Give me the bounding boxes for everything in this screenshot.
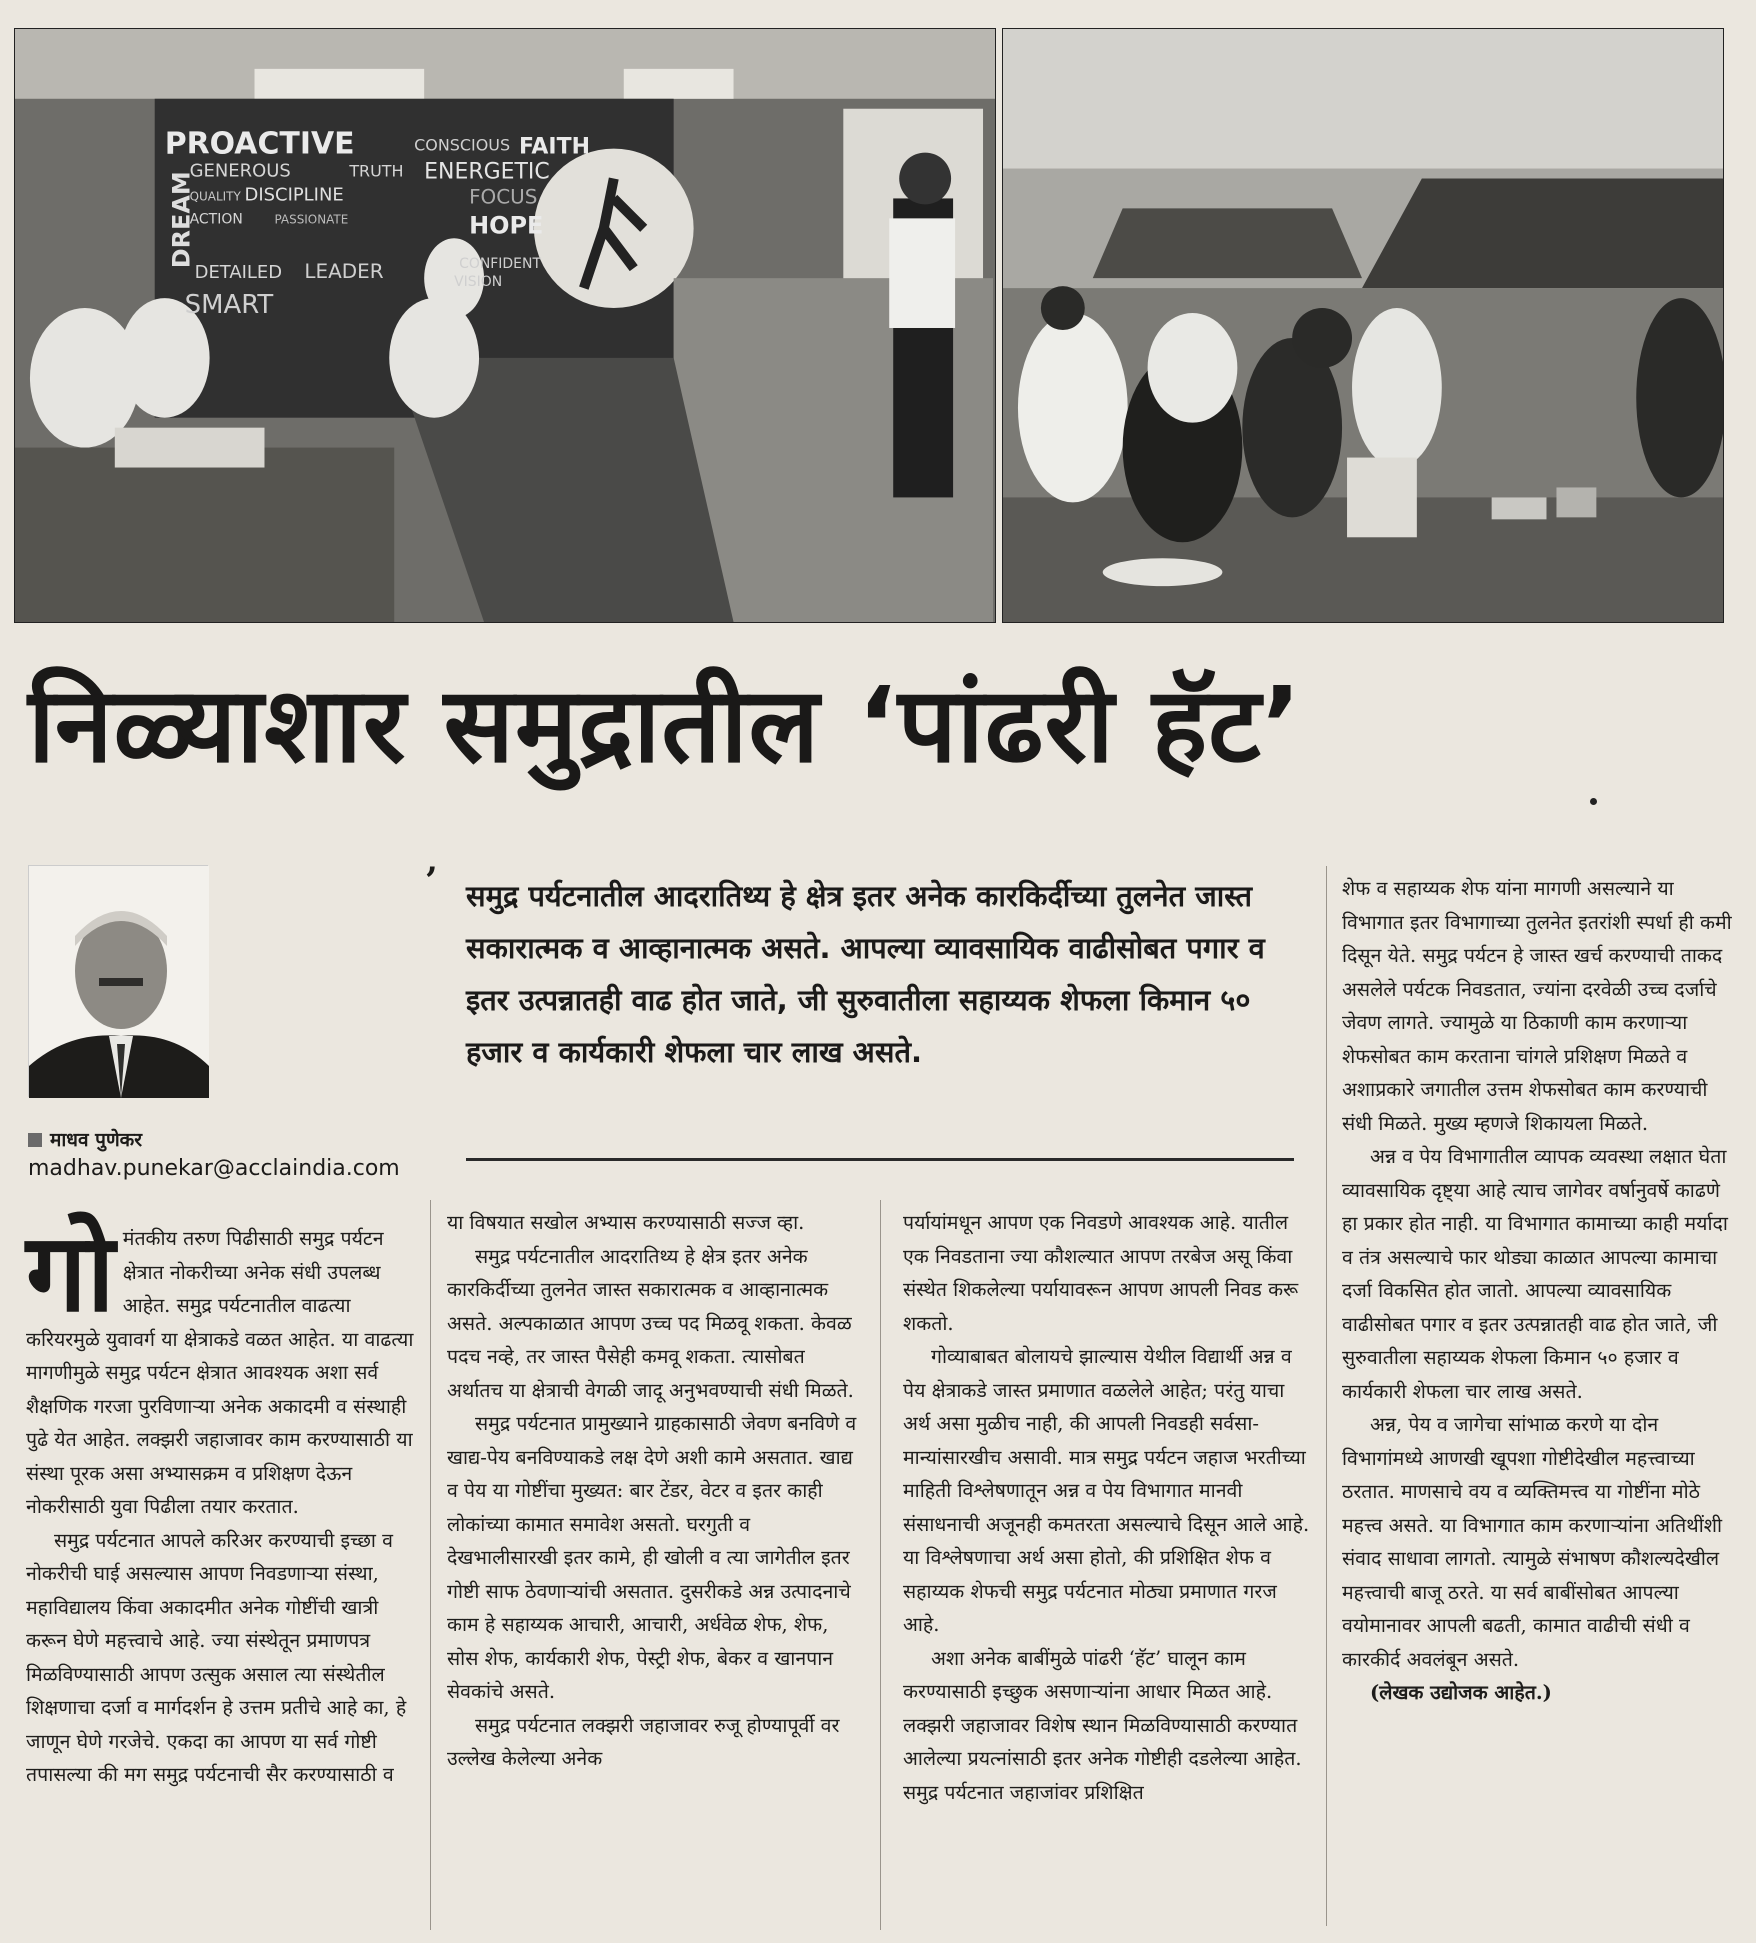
column-divider (430, 1200, 431, 1930)
wall-word-conscious: CONSCIOUS (414, 135, 511, 155)
paragraph: समुद्र पर्यटनात आपले करिअर करण्याची इच्छा व नोकरीची घाई असल्यास आपण निवडणाऱ्या संस्था, महाविद्यालय किंवा अकादमीत अनेक गोष्टींची खात्री करून घेणे महत्त्वाचे आहे. ज्या संस्थेतून प्रमाणपत्र मिळविण्यासाठी आपण उत्सुक असाल त्या संस्थेतील शिक्षणाचा दर्जा व मार्गदर्शन हे उत्तम प्रतीचे आहे का, हे जाणून घेणे गरजेचे. एकदा का आपण या सर्व गोष्टी तपासल्या की मग समुद्र पर्यटनाची सैर करण्यासाठी व (26, 1528, 407, 1786)
author-email: madhav.punekar@acclaindia.com (28, 1156, 400, 1181)
wall-word-smart: SMART (184, 290, 274, 321)
wall-word-action: ACTION (189, 211, 243, 228)
drop-cap: गो (26, 1211, 115, 1336)
wall-word-passionate: PASSIONATE (274, 212, 349, 227)
wall-word-quality: QUALITY (189, 189, 241, 204)
paragraph: अशा अनेक बाबींमुळे पांढरी ‘हॅट’ घालून काम करण्यासाठी इच्छुक असणाऱ्यांना आधार मिळत आहे. लक्झरी जहाजावर विशेष स्थान मिळविण्यासाठी करण्यात आलेल्या प्रयत्नांसाठी इतर अनेक गोष्टीही दडलेल्या आहेत. समुद्र पर्यटनात जहाजांवर प्रशिक्षित (903, 1646, 1302, 1804)
kitchen-photo (1002, 28, 1724, 623)
author-photo (28, 865, 208, 1097)
paragraph: गोव्याबाबत बोलायचे झाल्यास येथील विद्यार्थी अन्न व पेय क्षेत्राकडे जास्त प्रमाणात वळलेले आहेत; परंतु याचा अर्थ असा मुळीच नाही, की आपली निवडही सर्वसा-मान्यांसारखीच असावी. मात्र समुद्र पर्यटन जहाज भरतीच्या माहिती विश्लेषणातून अन्न व पेय विभागात मानवी संसाधनाची अजूनही कमतरता असल्याचे दिसून आले आहे. या विश्लेषणाचा अर्थ असा होतो, की प्रशिक्षित शेफ व सहाय्यक शेफची समुद्र पर्यटनात मोठ्या प्रमाणात गरज आहे. (903, 1345, 1310, 1636)
wall-word-dream: DREAM (167, 171, 196, 269)
column-divider (880, 1200, 881, 1930)
article-column-1 (26, 1211, 416, 1792)
wall-word-focus: FOCUS (469, 184, 538, 209)
wall-word-confident: CONFIDENT (459, 256, 541, 273)
paragraph: अन्न, पेय व जागेचा सांभाळ करणे या दोन विभागांमध्ये आणखी खूपशा गोष्टीदेखील महत्त्वाच्या ठरतात. माणसाचे वय व व्यक्तिमत्त्व या गोष्टींना मोठे महत्त्व असते. या विभागात काम करणाऱ्यांना अतिथींशी संवाद साधावा लागतो. त्यामुळे संभाषण कौशल्यदेखील महत्त्वाची बाजू ठरते. या सर्व बाबींसोबत आपल्या वयोमानावर आपली बढती, कामात वाढीची संधी व कारकीर्द अवलंबून असते. (1342, 1413, 1723, 1671)
wall-word-proactive: PROACTIVE (164, 126, 355, 162)
wall-word-leader: LEADER (304, 259, 384, 284)
column-divider (1326, 866, 1327, 1926)
classroom-photo (14, 28, 996, 623)
article-column-4 (1342, 872, 1738, 1710)
wall-word-vision: VISION (454, 274, 503, 291)
wall-word-energetic: ENERGETIC (424, 159, 550, 185)
standfirst-rule (466, 1158, 1294, 1161)
author-note: (लेखक उद्योजक आहेत.) (1370, 1681, 1552, 1704)
paragraph: समुद्र पर्यटनातील आदरातिथ्य हे क्षेत्र इतर अनेक कारकिर्दीच्या तुलनेत जास्त सकारात्मक व आव्हानात्मक असते. अल्पकाळात आपण उच्च पद मिळवू शकता. केवळ पदच नव्हे, तर जास्त पैसेही कमवू शकता. त्यासोबत अर्थातच या क्षेत्राची वेगळी जादू अनुभवण्याची संधी मिळते. (447, 1244, 854, 1402)
paragraph: या विषयात सखोल अभ्यास करण्यासाठी सज्ज व्हा. (447, 1211, 805, 1234)
wall-word-faith: FAITH (518, 134, 590, 160)
wall-word-truth: TRUTH (349, 161, 404, 181)
author-name-text: माधव पुणेकर (50, 1129, 143, 1151)
headline: निळ्याशार समुद्रातील ‘पांढरी हॅट’ (28, 664, 1303, 786)
bullet-square-icon (28, 1133, 42, 1147)
paragraph: समुद्र पर्यटनात प्रामुख्याने ग्राहकासाठी जेवण बनविणे व खाद्य-पेय बनविण्याकडे लक्ष देणे अशी कामे असतात. खाद्य व पेय या गोष्टींचा मुख्यत: बार टेंडर, वेटर व इतर काही लोकांच्या कामात समावेश असतो. घरगुती व देखभालीसारखी इतर कामे, ही खोली व त्या जागेतील इतर गोष्टी साफ ठेवणाऱ्यांची असतात. दुसरीकडे अन्न उत्पादनाचे काम हे सहाय्यक आचारी, आचारी, अर्धवेळ शेफ, शेफ, सोस शेफ, कार्यकारी शेफ, पेस्ट्री शेफ, बेकर व खानपान सेवकांचे असते. (447, 1412, 857, 1703)
standfirst: समुद्र पर्यटनातील आदरातिथ्य हे क्षेत्र इतर अनेक कारकिर्दीच्या तुलनेत जास्त सकारात्मक व आव्हानात्मक असते. आपल्या व्यावसायिक वाढीसोबत पगार व इतर उत्पन्नातही वाढ होत जाते, जी सुरुवातीला सहाय्यक शेफला किमान ५० हजार व कार्यकारी शेफला चार लाख असते. (466, 879, 1265, 1069)
article-column-2 (447, 1206, 857, 1776)
wall-word-discipline: DISCIPLINE (244, 184, 344, 206)
wall-word-hope: HOPE (469, 211, 544, 240)
paragraph: मंतकीय तरुण पिढीसाठी समुद्र पर्यटन क्षेत्रात नोकरीच्या अनेक संधी उपलब्ध आहेत. समुद्र पर्यटनातील वाढत्या करियरमुळे युवावर्ग या क्षेत्राकडे वळत आहेत. या वाढत्या मागणीमुळे समुद्र पर्यटन क्षेत्रात आवश्यक अशा सर्व शैक्षणिक गरजा पुरविणाऱ्या अनेक अकादमी व संस्थाही पुढे येत आहेत. लक्झरी जहाजावर काम करण्यासाठी या संस्था पूरक असा अभ्यासक्रम व प्रशिक्षण देऊन नोकरीसाठी युवा पिढीला तयार करतात. (26, 1227, 414, 1518)
article-column-3 (903, 1206, 1313, 1809)
paragraph: समुद्र पर्यटनात लक्झरी जहाजावर रुजू होण्यापूर्वी वर उल्लेख केलेल्या अनेक (447, 1713, 840, 1770)
paragraph: शेफ व सहाय्यक शेफ यांना मागणी असल्याने या विभागात इतर विभागाच्या तुलनेत इतरांशी स्पर्धा ही कमी दिसून येते. समुद्र पर्यटन हे जास्त खर्च करण्याची ताकद असलेले पर्यटक निवडतात, ज्यांना दरवेळी उच्च दर्जाचे जेवण लागते. ज्यामुळे या ठिकाणी काम करणाऱ्या शेफसोबत काम करताना चांगले प्रशिक्षण मिळते व अशाप्रकारे जगातील उत्तम शेफसोबत काम करण्याची संधी मिळते. मुख्य म्हणजे शिकायला मिळते. (1342, 877, 1732, 1135)
paragraph: अन्न व पेय विभागातील व्यापक व्यवस्था लक्षात घेता व्यावसायिक दृष्ट्या आहे त्याच जागेवर वर्षानुवर्षे काढणे हा प्रकार होत नाही. या विभागात कामाच्या काही मर्यादा व तंत्र असल्याचे फार थोड्या काळात आपल्या कामाचा दर्जा विकसित होत जातो. आपल्या व्यावसायिक वाढीसोबत पगार व इतर उत्पन्नातही वाढ होत जाते, जी सुरुवातीला सहाय्यक शेफला किमान ५० हजार व कार्यकारी शेफला चार लाख असते. (1342, 1145, 1728, 1403)
wall-word-detailed: DETAILED (194, 262, 283, 284)
author-name (28, 1126, 142, 1152)
decorative-dot (1590, 798, 1597, 805)
quote-mark-icon: ’ (425, 860, 438, 902)
wall-word-generous: GENEROUS (189, 160, 291, 182)
paragraph: पर्यायांमधून आपण एक निवडणे आवश्यक आहे. यातील एक निवडताना ज्या कौशल्यात आपण तरबेज असू किंवा संस्थेत शिकलेल्या पर्यायावरून आपण आपली निवड करू शकतो. (903, 1211, 1299, 1335)
